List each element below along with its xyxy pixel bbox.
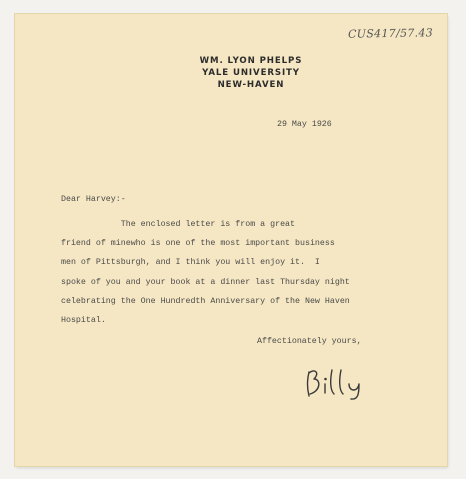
handwritten-signature <box>301 364 381 400</box>
body-line: men of Pittsburgh, and I think you will enjoy it. I <box>61 258 320 268</box>
body-line: The enclosed letter is from a great <box>61 220 296 229</box>
closing: Affectionately yours, <box>257 337 362 346</box>
letter-sheet <box>15 14 447 466</box>
letter-body <box>61 215 350 330</box>
letterhead-name: WM. LYON PHELPS <box>199 56 303 66</box>
body-line: celebrating the One Hundredth Anniversary of the New Haven <box>61 296 350 306</box>
letter-date: 29 May 1926 <box>277 120 332 129</box>
body-line: Hospital. <box>61 316 106 326</box>
letterhead-city: NEW-HAVEN <box>217 80 285 90</box>
body-line: friend of minewho is one of the most important business <box>61 239 335 249</box>
body-line: spoke of you and your book at a dinner last Thursday night <box>61 277 350 287</box>
letterhead <box>15 55 447 91</box>
archive-mark: CUS417/57.43 <box>347 26 434 41</box>
salutation: Dear Harvey:- <box>61 195 126 204</box>
letterhead-institution: YALE UNIVERSITY <box>202 68 300 78</box>
